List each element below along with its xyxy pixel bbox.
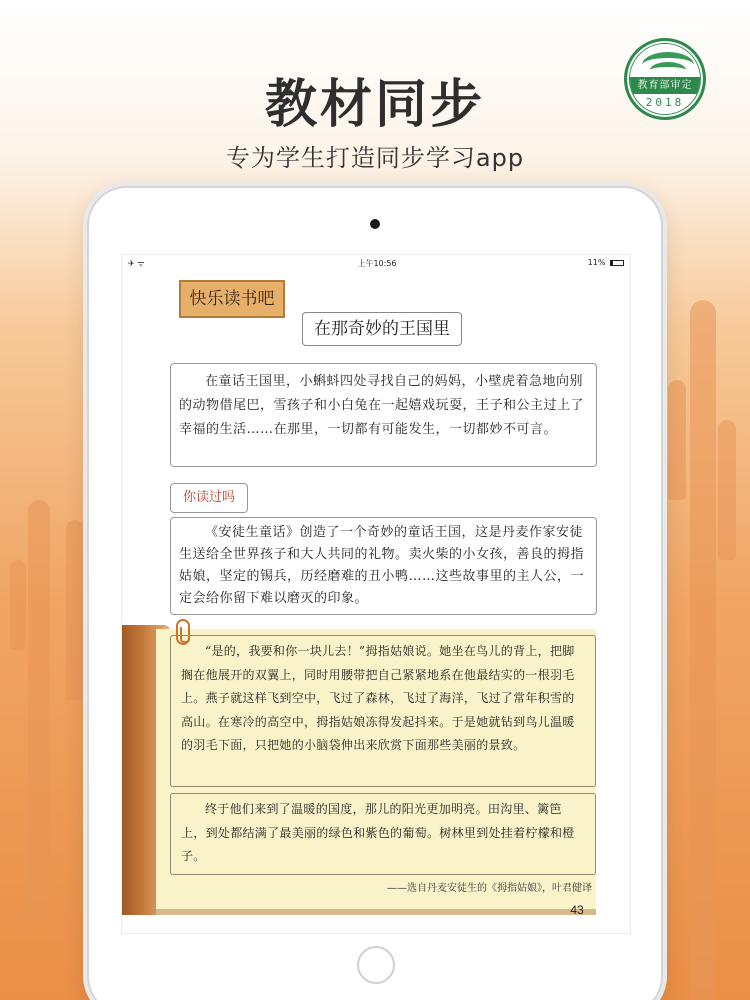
camera-icon — [370, 219, 380, 229]
excerpt-credit: ——选自丹麦安徒生的《拇指姑娘》，叶君健译 — [387, 883, 592, 894]
hero-title: 教材同步 — [264, 75, 485, 135]
badge-label: 教育部审定 — [630, 77, 700, 94]
andersen-paragraph: 《安徒生童话》创造了一个奇妙的童话王国，这是丹麦作家安徒生送给全世界孩子和大人共同的礼物。卖火柴的小女孩，善良的拇指姑娘，坚定的锡兵，历经磨难的丑小鸭……这些故事里的主人公，一定会给你留下难以磨灭的印象。 — [170, 517, 597, 615]
book-leaf-icon — [650, 62, 686, 78]
battery-percent: 11% — [587, 258, 606, 267]
page-number: 43 — [570, 903, 584, 917]
approval-badge — [624, 38, 706, 120]
status-bar — [122, 255, 631, 271]
ipad-screen — [121, 254, 631, 934]
status-time: 上午10:56 — [357, 259, 397, 268]
have-you-read-tag: 你读过吗 — [170, 483, 248, 513]
intro-paragraph: 在童话王国里，小蝌蚪四处寻找自己的妈妈，小壁虎着急地向别的动物借尾巴，雪孩子和小白兔在一起嬉戏玩耍，王子和公主过上了幸福的生活……在那里，一切都有可能发生，一切都妙不可言。 — [170, 363, 597, 467]
excerpt-paragraph-1: “是的，我要和你一块儿去！”拇指姑娘说。她坐在鸟儿的背上，把脚搁在他展开的双翼上，同时用腰带把自己紧紧地系在他最结实的一根羽毛上。燕子就这样飞到空中，飞过了森林，飞过了海洋，飞过了常年积雪的高山。在寒冷的高空中，拇指姑娘冻得发起抖来。于是她就钻到鸟儿温暖的羽毛下面，只把她的小脑袋伸出来欣赏下面那些美丽的景致。 — [170, 635, 596, 787]
badge-year: 2018 — [645, 96, 685, 109]
cactus-decoration — [668, 380, 686, 500]
ipad-frame — [87, 186, 663, 1000]
cactus-decoration — [10, 560, 26, 650]
cactus-decoration — [66, 520, 84, 700]
story-title: 在那奇妙的王国里 — [302, 312, 462, 346]
cactus-decoration — [690, 300, 716, 1000]
hero-subtitle: 专为学生打造同步学习app — [225, 144, 525, 172]
airplane-wifi-icon: ✈ ᯤ — [128, 259, 145, 268]
cactus-decoration — [718, 420, 736, 560]
home-button[interactable] — [357, 946, 395, 984]
excerpt-paragraph-2: 终于他们来到了温暖的国度，那儿的阳光更加明亮。田沟里、篱笆上，到处都结满了最美丽的绿色和紫色的葡萄。树林里到处挂着柠檬和橙子。 — [170, 793, 596, 875]
battery-indicator — [588, 258, 624, 267]
battery-icon — [610, 260, 624, 266]
section-tag: 快乐读书吧 — [179, 280, 285, 318]
cactus-decoration — [28, 500, 50, 920]
